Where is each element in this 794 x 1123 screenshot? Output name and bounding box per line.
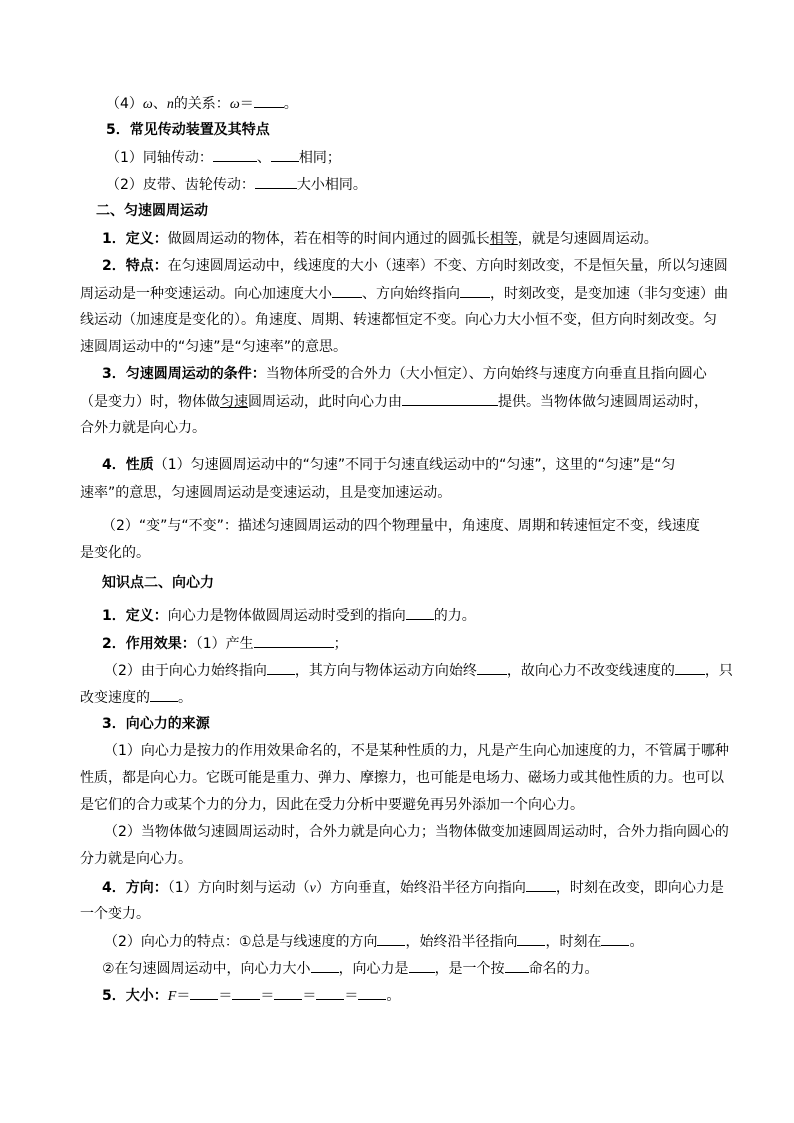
equals-sign: ＝	[260, 988, 275, 1004]
fill-blank[interactable]	[254, 93, 284, 108]
text: （2）由于向心力始终指向	[104, 663, 267, 679]
text: （1）产生	[195, 636, 254, 652]
section-heading: 知识点二、向心力	[102, 575, 214, 591]
paragraph-line	[104, 660, 733, 680]
paragraph-line: 分力就是向心力。	[80, 851, 192, 867]
paragraph-line: 线运动（加速度是变化的）。角速度、周期、转速都恒定不变。向心力大小恒不变，但方向时刻改变。匀	[80, 312, 717, 328]
underlined-text: 匀速	[220, 394, 248, 410]
item-label: 5．大小：	[102, 988, 168, 1004]
paragraph-line	[106, 174, 367, 194]
text: 、方向始终指向	[362, 286, 460, 302]
paragraph-line: 速率”的意思，匀速圆周运动是变速运动，且是变加速运动。	[80, 485, 452, 501]
omega-n-relation-line	[106, 93, 298, 113]
text: （1）匀速圆周运动中的“匀速”不同于匀速直线运动中的“匀速”，这里的“匀速”是“匀	[153, 457, 676, 473]
paragraph-line	[104, 931, 643, 951]
fill-blank[interactable]	[460, 283, 490, 298]
paragraph-line: （2）当物体做匀速圆周运动时，合外力就是向心力；当物体做变加速圆周运动时，合外力指向圆心的	[104, 824, 729, 840]
fill-blank[interactable]	[402, 391, 498, 406]
text: ，向心力是	[338, 961, 409, 977]
section-heading: 3．向心力的来源	[102, 716, 210, 732]
equals-sign: ＝	[176, 988, 191, 1004]
fill-blank[interactable]	[271, 147, 299, 162]
fill-blank[interactable]	[274, 985, 302, 1000]
item-label: 2．作用效果：	[102, 636, 196, 652]
paragraph-line: （2）“变”与“不变”：描述匀速圆周运动的四个物理量中，角速度、周期和转速恒定不变，线速度	[102, 518, 700, 534]
text: ，始终沿半径指向	[405, 934, 518, 950]
text: 周运动是一种变速运动。向心加速度大小	[80, 286, 332, 302]
fill-blank[interactable]	[675, 660, 705, 675]
paragraph-line	[102, 455, 675, 475]
text: （1）同轴传动：	[106, 150, 213, 166]
text: 。	[178, 690, 192, 706]
text: ，其方向与物体运动方向始终	[294, 663, 477, 679]
paragraph-line	[102, 605, 476, 625]
item-label: 1．定义：	[102, 231, 168, 247]
section-heading: 5．常见传动装置及其特点	[106, 122, 270, 138]
text: （2）向心力的特点：①总是与线速度的方向	[104, 934, 378, 950]
fill-blank[interactable]	[254, 633, 334, 648]
omega-symbol: ω	[142, 97, 153, 112]
paragraph-line: （1）向心力是按力的作用效果命名的，不是某种性质的力，凡是产生向心加速度的力，不管属于哪种	[104, 743, 729, 759]
paragraph-line	[80, 283, 728, 303]
item-label: 2．特点：	[102, 258, 168, 274]
text: 相同；	[298, 150, 341, 166]
item-label: 4．方向：	[102, 880, 168, 896]
text: 当物体所受的合外力（大小恒定）、方向始终与速度方向垂直且指向圆心	[265, 366, 707, 382]
text: ；	[333, 636, 348, 652]
text: ，就是匀速圆周运动。	[517, 231, 658, 247]
text: 做圆周运动的物体，若在相等的时间内通过的圆弧长	[167, 231, 490, 247]
equals-sign: ＝	[218, 988, 233, 1004]
text: （2）皮带、齿轮传动：	[106, 177, 255, 193]
text: ，时刻在改变，即向心力是	[555, 880, 724, 896]
item-label: 1．定义：	[102, 608, 168, 624]
text: 提供。当物体做匀速圆周运动时，	[498, 394, 708, 410]
n-symbol: n	[166, 97, 174, 112]
text: 圆周运动，此时向心力由	[248, 394, 402, 410]
underlined-text: 相等	[489, 231, 518, 247]
text: 的力。	[433, 608, 476, 624]
text: ）方向垂直，始终沿半径方向指向	[315, 880, 526, 896]
text: ，只	[704, 663, 733, 679]
fill-blank[interactable]	[150, 687, 178, 702]
paragraph-line: 速圆周运动中的“匀速”是“匀速率”的意思。	[80, 339, 348, 355]
paragraph-line: 是它们的合力或某个力的分力，因此在受力分析中要避免再另外添加一个向心力。	[80, 797, 584, 813]
text: （1）方向时刻与运动（	[167, 880, 310, 896]
paragraph-line	[102, 633, 348, 653]
text: ，是一个按	[434, 961, 505, 977]
text: ②在匀速圆周运动中，向心力大小	[102, 961, 311, 977]
paragraph-line: 性质，都是向心力。它既可能是重力、弹力、摩擦力，也可能是电场力、磁场力或其他性质的力。也可以	[80, 770, 724, 786]
paragraph-line	[102, 256, 728, 276]
fill-blank[interactable]	[190, 985, 218, 1000]
fill-blank[interactable]	[332, 283, 362, 298]
text: 。	[283, 96, 298, 112]
paragraph-line	[102, 364, 707, 384]
fill-blank[interactable]	[477, 660, 507, 675]
paragraph-line: 合外力就是向心力。	[80, 420, 206, 436]
item-label: 4．性质	[102, 457, 154, 473]
item-label: 3．匀速圆周运动的条件：	[102, 366, 266, 382]
fill-blank[interactable]	[505, 958, 529, 973]
fill-blank[interactable]	[358, 985, 386, 1000]
fill-blank[interactable]	[255, 174, 297, 189]
f-symbol: F	[167, 989, 177, 1004]
paragraph-line	[80, 687, 192, 707]
fill-blank[interactable]	[316, 985, 344, 1000]
paragraph-line	[102, 877, 724, 897]
fill-blank[interactable]	[232, 985, 260, 1000]
text: （4）	[106, 96, 143, 112]
omega-symbol: ω	[229, 97, 240, 112]
v-symbol: v	[309, 881, 316, 896]
equals-sign: ＝	[344, 988, 359, 1004]
text: 向心力是物体做圆周运动时受到的指向	[167, 608, 406, 624]
paragraph-line	[102, 229, 658, 249]
fill-blank[interactable]	[406, 605, 434, 620]
text: 、	[152, 96, 167, 112]
text: 的关系：	[173, 96, 230, 112]
text: （是变力）时，物体做	[80, 394, 220, 410]
fill-blank[interactable]	[526, 877, 556, 892]
fill-blank[interactable]	[377, 931, 405, 946]
fill-blank[interactable]	[213, 147, 257, 162]
fill-blank[interactable]	[267, 660, 295, 675]
fill-blank[interactable]	[311, 958, 339, 973]
text: 。	[629, 934, 644, 950]
paragraph-line	[106, 147, 341, 167]
text: ，时刻改变，是变加速（非匀变速）曲	[490, 286, 728, 302]
paragraph-line: 是变化的。	[80, 545, 150, 561]
equals-sign: ＝	[302, 988, 317, 1004]
text: 在匀速圆周运动中，线速度的大小（速率）不变、方向时刻改变，不是恒矢量，所以匀速圆	[167, 258, 728, 274]
text: 大小相同。	[296, 177, 367, 193]
paragraph-line	[80, 391, 708, 411]
fill-blank[interactable]	[409, 958, 435, 973]
text: ，故向心力不改变线速度的	[506, 663, 675, 679]
text: ，时刻在	[545, 934, 602, 950]
paragraph-line: 一个变力。	[80, 906, 150, 922]
section-heading: 二、匀速圆周运动	[96, 203, 208, 219]
text: 命名的力。	[528, 961, 599, 977]
paragraph-line	[102, 985, 400, 1005]
fill-blank[interactable]	[601, 931, 629, 946]
text: ＝	[239, 96, 254, 112]
text: 。	[386, 988, 401, 1004]
fill-blank[interactable]	[517, 931, 545, 946]
text: 改变速度的	[80, 690, 150, 706]
paragraph-line	[102, 958, 599, 978]
text: 、	[256, 150, 271, 166]
